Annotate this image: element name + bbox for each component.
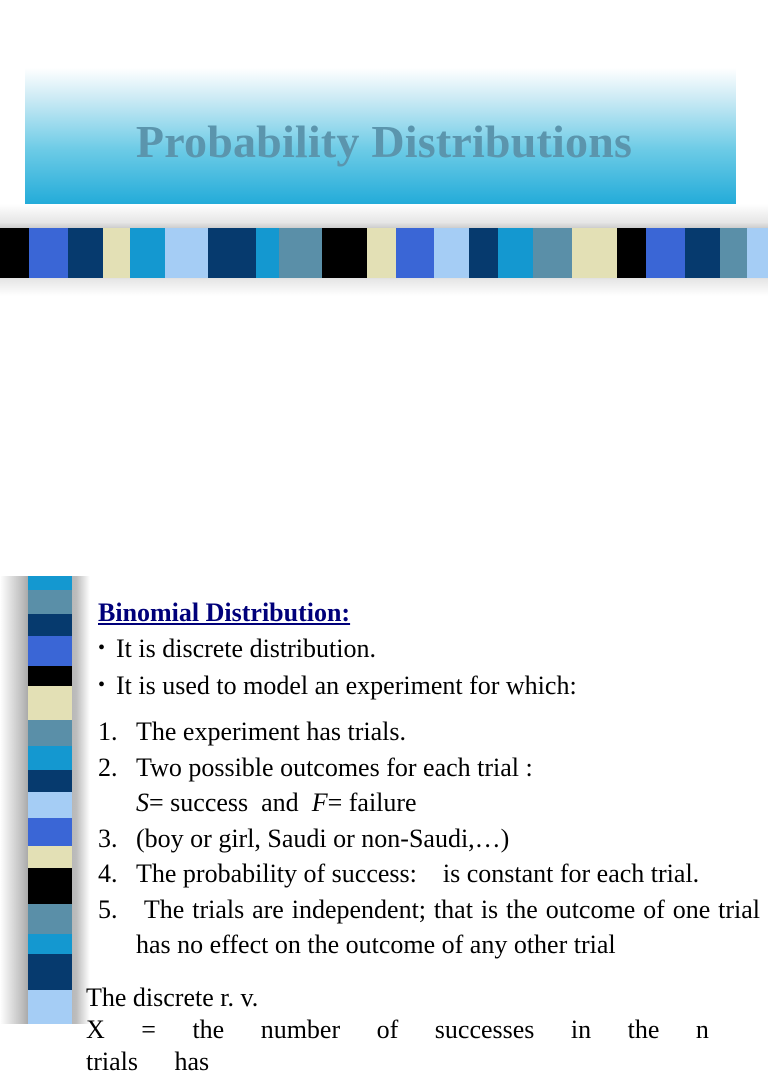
list-item [98, 750, 760, 786]
band-segment [0, 228, 29, 278]
failure-symbol: F [311, 788, 328, 817]
list-text: (boy or girl, Saudi or non-Saudi,…) [136, 823, 510, 853]
band-segment [279, 228, 322, 278]
band-segment [434, 228, 469, 278]
band-segment [130, 228, 165, 278]
strip-segment [28, 686, 72, 720]
band-segment [256, 228, 279, 278]
failure-text: = failure [327, 788, 417, 817]
overlapping-text-line: X = the number of successes in the n trials has [86, 1015, 709, 1076]
strip-segment [28, 576, 72, 590]
band-segment [367, 228, 396, 278]
band-segment [685, 228, 720, 278]
success-text: = success and [149, 788, 312, 817]
slide-title: Probability Distributions [135, 116, 633, 167]
band-segment [322, 228, 367, 278]
slide-body [98, 596, 767, 963]
section-heading: Binomial Distribution: [98, 598, 351, 627]
band-segment [469, 228, 498, 278]
list-number: 5. [98, 894, 118, 924]
band-segment [646, 228, 685, 278]
strip-segment [28, 636, 72, 666]
strip-segment [28, 846, 72, 868]
strip-segment [28, 934, 72, 954]
list-number: 4. [98, 859, 118, 888]
outcomes-line [98, 785, 760, 821]
strip-segment [28, 770, 72, 792]
success-symbol: S [136, 788, 149, 817]
band-segment [103, 228, 130, 278]
band-segment [720, 228, 747, 278]
list-text: Two possible outcomes for each trial : [136, 752, 533, 782]
bullet-item [98, 630, 760, 667]
strip-segment [28, 990, 72, 1024]
list-number: 3. [98, 823, 118, 853]
band-segment [165, 228, 208, 278]
strip-segment [28, 818, 72, 846]
content-slide [0, 576, 768, 1076]
list-text: The experiment has trials. [136, 717, 407, 746]
strip-segment [28, 614, 72, 636]
bullet-item [98, 667, 760, 704]
strip-segment [28, 590, 72, 614]
band-segment [617, 228, 646, 278]
strip-segment [28, 904, 72, 934]
band-segment [68, 228, 103, 278]
decorative-color-strip [28, 576, 72, 1024]
band-segment [208, 228, 256, 278]
band-segment [747, 228, 768, 278]
band-segment [533, 228, 572, 278]
list-text: The probability of success: is constant for each trial. [136, 859, 700, 888]
bullet-dot-icon: • [98, 674, 106, 696]
strip-segment [28, 954, 72, 990]
list-number: 2. [98, 752, 118, 782]
list-text: The trials are independent; that is the outcome of one trial has no effect on the outcome of any other trial [136, 894, 767, 959]
list-item [98, 856, 760, 892]
decorative-color-band [0, 228, 768, 278]
strip-segment [28, 720, 72, 746]
overlapping-text-line: The discrete r. v. [86, 983, 259, 1012]
bullet-dot-icon: • [98, 637, 106, 659]
strip-segment [28, 868, 72, 904]
band-segment [498, 228, 533, 278]
strip-segment [28, 792, 72, 818]
band-segment [572, 228, 617, 278]
list-item [98, 714, 760, 750]
list-item [98, 892, 767, 963]
bullet-text: It is discrete distribution. [116, 634, 376, 663]
band-segment [29, 228, 68, 278]
strip-segment [28, 666, 72, 686]
strip-segment [28, 746, 72, 770]
numbered-list [98, 714, 767, 963]
bullet-text: It is used to model an experiment for which: [116, 671, 577, 700]
band-segment [396, 228, 435, 278]
list-item [98, 821, 760, 857]
list-number: 1. [98, 717, 118, 746]
